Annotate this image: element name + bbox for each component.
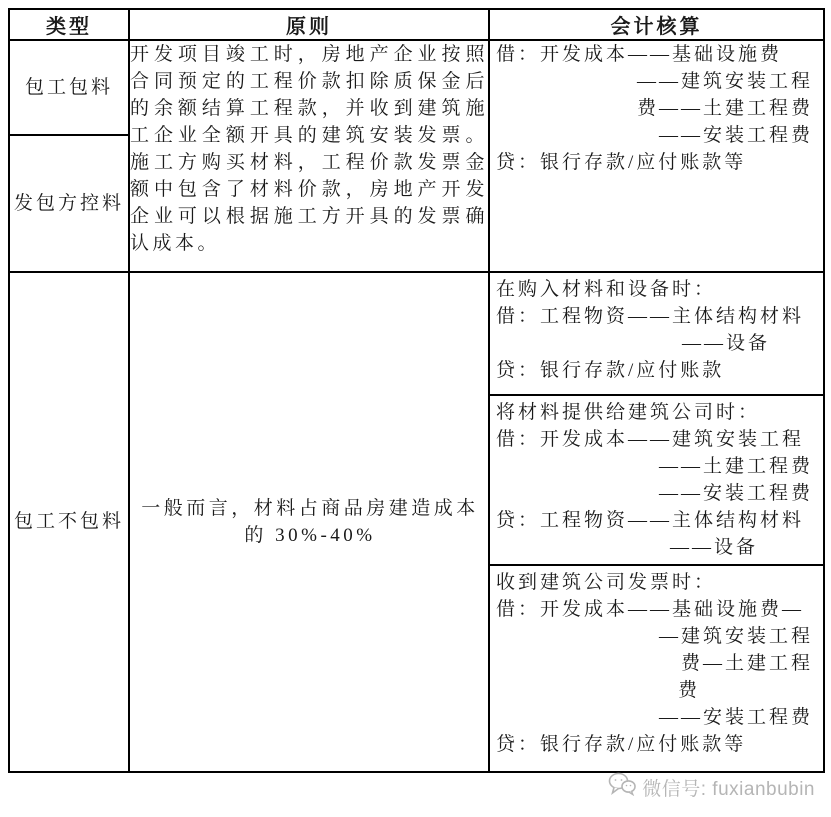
table-row	[9, 272, 824, 772]
acct-line: 收到建筑公司发票时：	[496, 572, 717, 593]
acct-line: ——安装工程费	[658, 125, 813, 146]
wechat-icon	[608, 772, 636, 802]
header-accounting: 会计核算	[489, 9, 824, 40]
cell-accounting-section2	[489, 272, 824, 772]
acct-line: 贷：工程物资——主体结构材料	[496, 510, 805, 531]
acct-line: 在购入材料和设备时：	[496, 279, 717, 300]
header-principle: 原则	[129, 9, 489, 40]
acct-line: 费——土建工程费	[636, 98, 813, 119]
header-row	[9, 9, 824, 40]
cell-type-fabaofang-kongliao: 发包方控料	[9, 135, 129, 272]
acct-line: 费	[678, 680, 701, 701]
accounting-blocks	[490, 273, 823, 769]
acct-line: 借：开发成本——基础设施费—	[496, 599, 805, 620]
cell-type-baogong-baoliao: 包工包料	[9, 40, 129, 135]
acct-line: 贷：银行存款/应付账款	[496, 360, 725, 381]
table-row	[9, 40, 824, 135]
acct-line: ——安装工程费	[658, 707, 813, 728]
cell-accounting-section1	[489, 40, 824, 272]
acct-line: 贷：银行存款/应付账款等	[496, 734, 747, 755]
watermark-label: 微信号: fuxianbubin	[642, 778, 815, 800]
acct-line: ——设备	[670, 537, 759, 558]
cell-principle-section1: 开发项目竣工时，房地产企业按照合同预定的工程价款扣除质保金后的余额结算工程款，并收到建筑施工企业全额开具的建筑安装发票。施工方购买材料，工程价款发票金额中包含了材料价款，房地产开发企业可以根据施工方开具的发票确认成本。	[129, 40, 489, 272]
accounting-block-purchase	[490, 273, 823, 396]
acct-line: ——设备	[682, 333, 771, 354]
acct-line: 借：开发成本——基础设施费	[496, 44, 783, 65]
acct-line: ——建筑安装工程	[636, 71, 813, 92]
acct-line: ——安装工程费	[658, 483, 813, 504]
acct-line: 借：工程物资——主体结构材料	[496, 306, 805, 327]
accounting-table	[8, 8, 825, 773]
header-type: 类型	[9, 9, 129, 40]
accounting-block-invoice	[490, 566, 823, 769]
acct-line: 将材料提供给建筑公司时：	[496, 402, 761, 423]
watermark	[608, 772, 815, 802]
acct-line: —建筑安装工程	[658, 626, 813, 647]
acct-line: 贷：银行存款/应付账款等	[496, 152, 747, 173]
acct-line: 借：开发成本——建筑安装工程	[496, 429, 805, 450]
cell-type-baogong-bubaoliao: 包工不包料	[9, 272, 129, 772]
cell-principle-section2: 一般而言，材料占商品房建造成本的 30%-40%	[129, 272, 489, 772]
accounting-block-provide-materials	[490, 396, 823, 566]
acct-line: ——土建工程费	[658, 456, 813, 477]
acct-line: 费—土建工程	[680, 653, 813, 674]
